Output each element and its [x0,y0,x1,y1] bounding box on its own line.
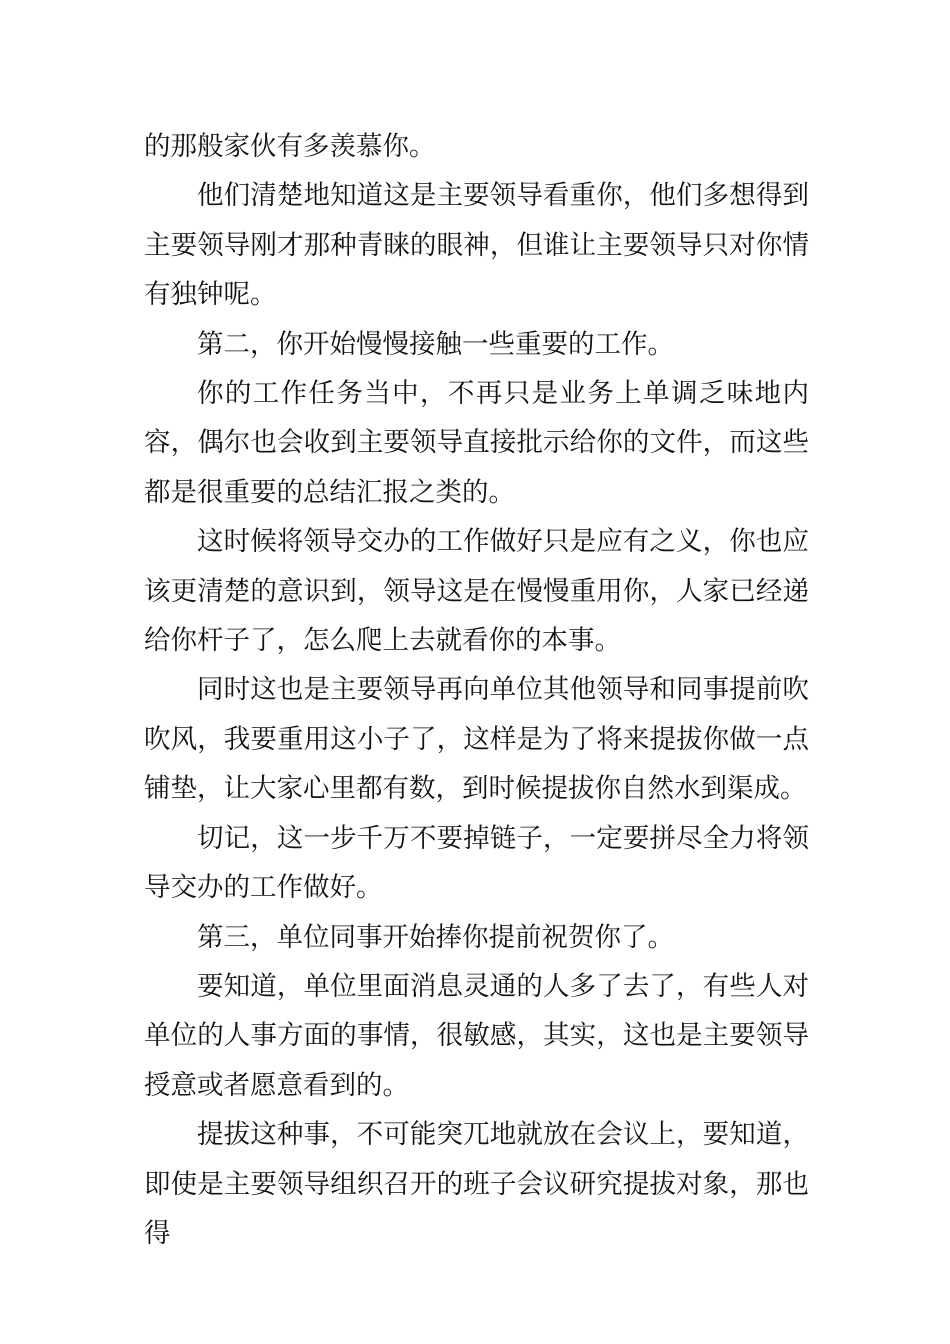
paragraph-continuation: 的那般家伙有多羡慕你。 [144,131,436,162]
paragraph: 切记，这一步千万不要掉链子，一定要拼尽全力将领导交办的工作做好。 [144,822,809,904]
paragraph: 这时候将领导交办的工作做好只是应有之义，你也应该更清楚的意识到，领导这是在慢慢重用你，人家已经递给你杆子了，怎么爬上去就看你的本事。 [144,526,809,657]
paragraph: 他们清楚地知道这是主要领导看重你，他们多想得到主要领导刚才那种青睐的眼神，但谁让主要领导只对你情有独钟呢。 [144,180,809,311]
paragraph-heading-second: 第二，你开始慢慢接触一些重要的工作。 [197,328,674,360]
paragraph: 提拔这种事，不可能突兀地就放在会议上，要知道，即使是主要领导组织召开的班子会议研究提拔对象，那也得 [144,1119,809,1249]
paragraph: 要知道，单位里面消息灵通的人多了去了，有些人对单位的人事方面的事情，很敏感，其实，这也是主要领导授意或者愿意看到的。 [144,970,809,1101]
document-body [144,122,809,1258]
paragraph: 你的工作任务当中，不再只是业务上单调乏味地内容，偶尔也会收到主要领导直接批示给你的文件，而这些都是很重要的总结汇报之类的。 [144,378,809,508]
paragraph: 同时这也是主要领导再向单位其他领导和同事提前吹吹风，我要重用这小子了，这样是为了将来提拔你做一点铺垫，让大家心里都有数，到时候提拔你自然水到渠成。 [144,674,809,805]
paragraph-heading-third: 第三，单位同事开始捧你提前祝贺你了。 [197,921,674,953]
